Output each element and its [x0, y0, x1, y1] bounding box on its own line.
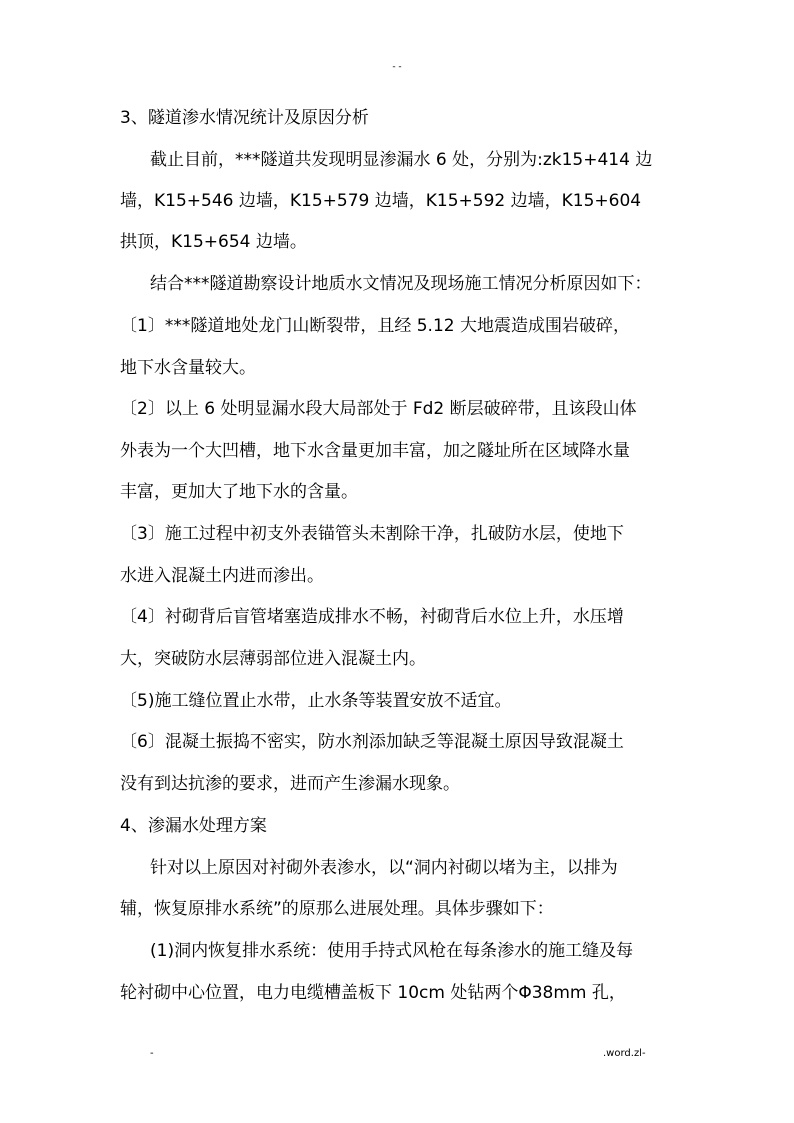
list-item-line: 〔6〕混凝土振捣不密实，防水剂添加缺乏等混凝土原因导致混凝土 — [120, 732, 624, 752]
page-header-mark: - - — [392, 62, 402, 72]
list-item-line: 没有到达抗渗的要求，进而产生渗漏水现象。 — [120, 774, 460, 794]
list-item-line: 〔2〕以上 6 处明显漏水段大局部处于 Fd2 断层破碎带，且该段山体 — [120, 399, 637, 419]
list-item-line: 水进入混凝土内进而渗出。 — [120, 566, 324, 586]
list-item-line: 〔4〕衬砌背后盲管堵塞造成排水不畅，衬砌背后水位上升，水压增 — [120, 607, 624, 627]
list-item-line: 〔1〕***隧道地处龙门山断裂带，且经 5.12 大地震造成围岩破碎， — [120, 316, 630, 336]
footer-right-mark: .word.zl- — [603, 1048, 646, 1059]
paragraph-line: (1)洞内恢复排水系统：使用手持式风枪在每条渗水的施工缝及每 — [150, 941, 634, 961]
paragraph-line: 墙，K15+546 边墙，K15+579 边墙，K15+592 边墙，K15+604 — [120, 191, 642, 211]
paragraph-line: 轮衬砌中心位置，电力电缆槽盖板下 10cm 处钻两个Φ38mm 孔， — [120, 983, 626, 1003]
paragraph-line: 截止目前，***隧道共发现明显渗漏水 6 处，分别为:zk15+414 边 — [150, 150, 653, 170]
paragraph-line: 拱顶，K15+654 边墙。 — [120, 232, 307, 252]
list-item-line: 地下水含量较大。 — [120, 358, 256, 378]
list-item-line: 丰富，更加大了地下水的含量。 — [120, 482, 358, 502]
section-4-heading: 4、渗漏水处理方案 — [120, 816, 267, 836]
paragraph-line: 辅，恢复原排水系统”的原那么进展处理。具体步骤如下： — [120, 899, 554, 919]
list-item-line: 外表为一个大凹槽，地下水含量更加丰富，加之隧址所在区域降水量 — [120, 441, 630, 461]
section-3-heading: 3、隧道渗水情况统计及原因分析 — [120, 108, 369, 128]
footer-left-mark: - — [150, 1048, 154, 1059]
list-item-line: 〔3〕施工过程中初支外表锚管头未割除干净，扎破防水层，使地下 — [120, 524, 624, 544]
paragraph-line: 结合***隧道勘察设计地质水文情况及现场施工情况分析原因如下： — [150, 274, 652, 294]
paragraph-line: 针对以上原因对衬砌外表渗水，以“洞内衬砌以堵为主，以排为 — [150, 858, 618, 878]
list-item-line: 大，突破防水层薄弱部位进入混凝土内。 — [120, 649, 426, 669]
list-item-line: 〔5)施工缝位置止水带，止水条等装置安放不适宜。 — [120, 691, 512, 711]
